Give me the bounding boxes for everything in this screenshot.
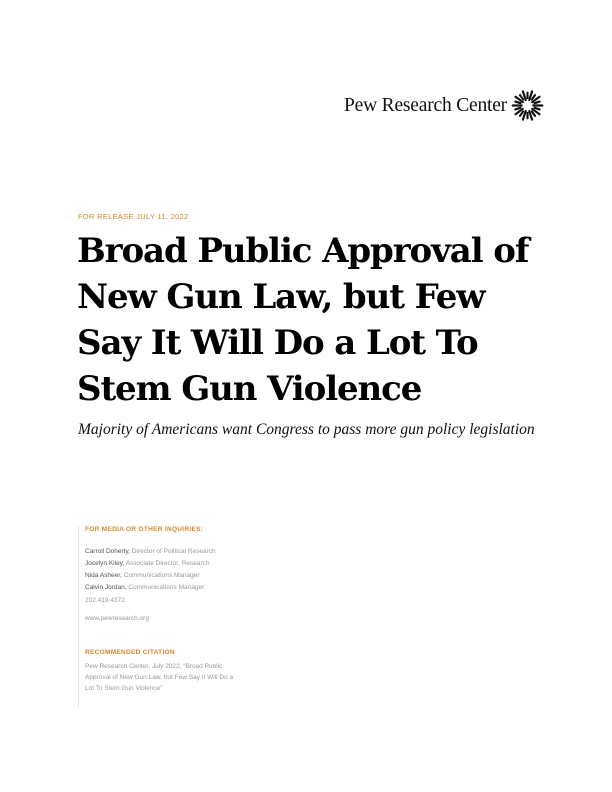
contact-name: Carroll Doherty (85, 548, 129, 555)
citation-line: Pew Research Center, July 2022, “Broad Public (85, 663, 223, 670)
contact-item: Carroll Doherty, Director of Political Research (85, 548, 216, 555)
contact-item: Jocelyn Kiley, Associate Director, Research (85, 560, 210, 567)
title-line: New Gun Law, but Few (77, 277, 485, 317)
sunburst-ray (532, 112, 535, 116)
citation-heading: RECOMMENDED CITATION (85, 649, 175, 656)
logo-text: Pew Research Center (344, 94, 507, 116)
citation-line: Lot To Stem Gun Violence” (85, 685, 163, 692)
contact-role: Director of Political Research (131, 548, 216, 555)
title-line: Broad Public Approval of (77, 231, 529, 271)
pew-logo (344, 89, 544, 122)
contact-name: Nida Asheer (85, 572, 121, 579)
sunburst-ray (532, 95, 535, 99)
title-line: Stem Gun Violence (77, 369, 422, 409)
contact-name: Jocelyn Kiley (85, 560, 123, 567)
contact-item: Calvin Jordan, Communications Manager (85, 584, 205, 591)
website-link[interactable]: www.pewresearch.org (85, 615, 149, 622)
contact-role: Communications Manager (128, 584, 205, 591)
contact-role: Communications Manager (123, 572, 200, 579)
sunburst-ray (520, 95, 523, 99)
sunburst-ray (515, 102, 520, 104)
contact-sidebar (78, 526, 308, 708)
citation-line: Approval of New Gun Law, but Few Say It Will Do a (85, 674, 234, 681)
release-date: FOR RELEASE JULY 11, 2022 (78, 212, 189, 221)
citation-text (85, 661, 265, 694)
sunburst-ray (515, 108, 520, 110)
contact-name: Calvin Jordan (85, 584, 125, 591)
contact-list (85, 546, 308, 594)
contact-item: Nida Asheer, Communications Manager (85, 572, 200, 579)
sunburst-ray (535, 102, 540, 104)
phone-number: 202.419.4372 (85, 597, 125, 604)
sunburst-ray (520, 112, 523, 116)
sunburst-icon (511, 89, 544, 122)
media-inquiries-heading: FOR MEDIA OR OTHER INQUIRIES: (85, 526, 204, 533)
title-line: Say It Will Do a Lot To (77, 323, 478, 363)
contact-role: Associate Director, Research (125, 560, 210, 567)
report-subtitle: Majority of Americans want Congress to pass more gun policy legislation (78, 421, 535, 438)
report-title (77, 228, 567, 412)
sunburst-ray (535, 108, 540, 110)
